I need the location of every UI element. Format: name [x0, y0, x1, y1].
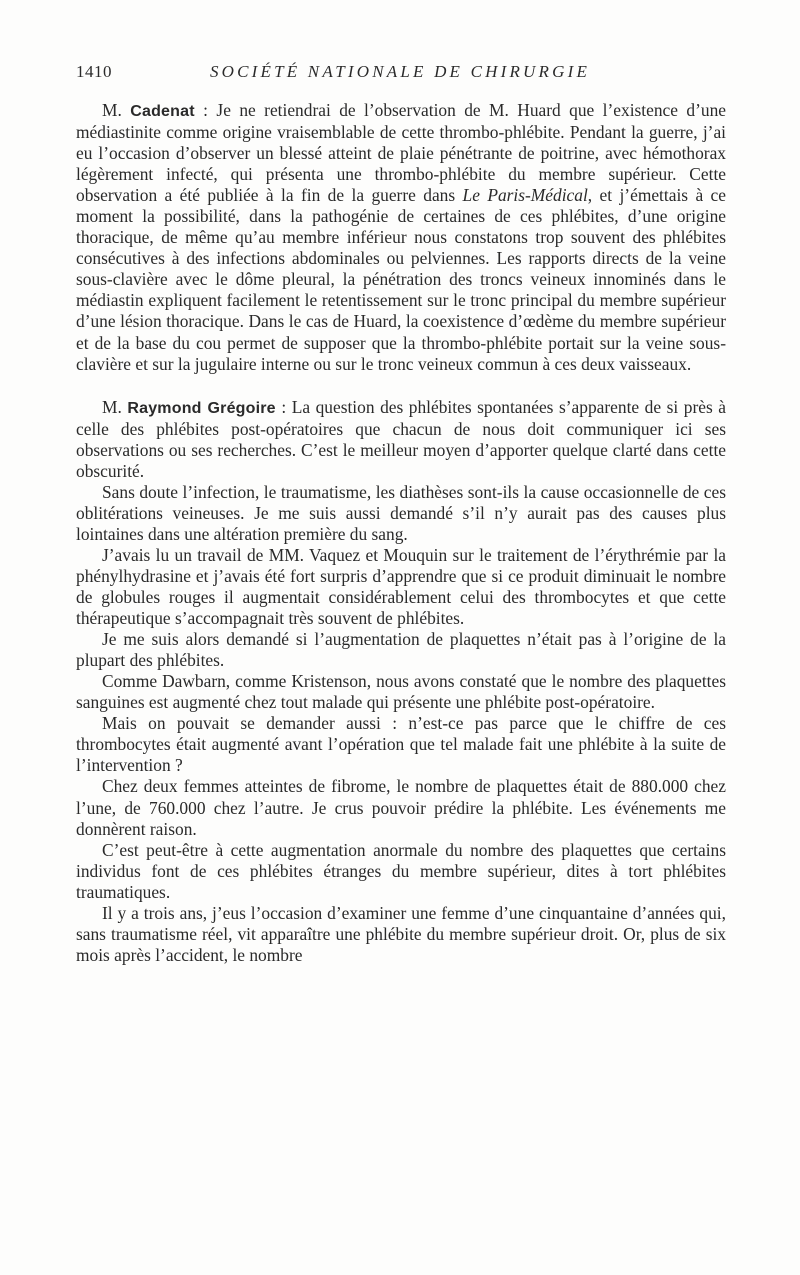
speaker-name: Raymond Grégoire [127, 399, 276, 417]
journal-title: Le Paris-Médical [462, 185, 588, 206]
paragraph-gregoire [76, 397, 726, 482]
paragraph: J’avais lu un travail de MM. Vaquez et Mouquin sur le traitement de l’érythrémie par la phénylhydrasine et j’avais été fort surpris d’apprendre que si ce produit diminuait le nombre de globules rouges il augmentait considérablement celui des thrombocytes et que cette thérapeutique s’accompagnait très souvent de phlébites. [76, 544, 726, 629]
paragraph: Il y a trois ans, j’eus l’occasion d’examiner une femme d’une cinquantaine d’années qui, sans traumatisme réel, vit apparaître une phlébite du membre supérieur droit. Or, plus de six mois après l’accident, le nombre [76, 902, 726, 965]
paragraph: Je me suis alors demandé si l’augmentation de plaquettes n’était pas à l’origine de la plupart des phlébites. [76, 629, 726, 671]
running-title: SOCIÉTÉ NATIONALE DE CHIRURGIE [209, 62, 591, 81]
paragraph-text: : La question des phlébites spontanées s’apparente de si près à celle des phlébites post-opératoires que chacun de nous doit communiquer ici ses observations ou ses recherches. C’est le meilleur moyen d’apporter quelque clarté dans cette obscurité. [76, 396, 726, 481]
speaker-prefix: M. [102, 100, 131, 120]
paragraph: Comme Dawbarn, comme Kristenson, nous avons constaté que le nombre des plaquettes sanguines est augmenté chez tout malade qui présente une phlébite post-opératoire. [76, 671, 726, 713]
speaker-name: Cadenat [130, 103, 195, 120]
paragraph: Mais on pouvait se demander aussi : n’est-ce pas parce que le chiffre de ces thrombocytes était augmenté avant l’opération que tel malade fait une phlébite à la suite de l’intervention ? [76, 713, 726, 776]
paragraph: Chez deux femmes atteintes de fibrome, le nombre de plaquettes était de 880.000 chez l’une, de 760.000 chez l’autre. Je crus pouvoir prédire la phlébite. Les événements me donnèrent raison. [76, 776, 726, 839]
page-number: 1410 [76, 62, 112, 81]
body-text [76, 100, 726, 966]
speaker-prefix: M. [102, 396, 128, 417]
paragraph-text: , et j’émettais à ce moment la possibilité, dans la pathogénie de certaines de ces phlébites, d’une origine thoracique, de même qu’au membre inférieur nous constatons trop souvent des phlébites consécutives à des infections abdominales ou pelviennes. Les rapports directs de la veine sous-clavière avec le dôme pleural, la pénétration des troncs veineux innominés dans le médiastin expliquent facilement le retentissement sur le tronc principal du membre supérieur d’une lésion thoracique. Dans le cas de Huard, la coexistence d’œdème du membre supérieur et de la base du cou permet de supposer que la thrombo-phlébite portait sur la veine sous-clavière et sur la jugulaire interne ou sur le tronc veineux commun à ces deux vaisseaux. [76, 185, 726, 374]
paragraph: C’est peut-être à cette augmentation anormale du nombre des plaquettes que certains individus font de ces phlébites étranges du membre supérieur, dites à tort phlébites traumatiques. [76, 839, 726, 902]
paragraph-text: : Je ne retiendrai de l’observation de M. Huard que l’existence d’une médiastinite comme origine vraisemblable de cette thrombo-phlébite. Pendant la guerre, j’ai eu l’occasion d’observer un blessé atteint de plaie pénétrante de poitrine, avec hémothorax légèrement infecté, qui présenta une thrombo-phlébite du membre supérieur. Cette observation a été publiée à la fin de la guerre dans [76, 100, 726, 206]
paragraph-cadenat [76, 100, 726, 375]
running-header [76, 62, 724, 86]
paragraph: Sans doute l’infection, le traumatisme, les diathèses sont-ils la cause occasionnelle de ces oblitérations veineuses. Je me suis aussi demandé s’il n’y aurait pas des causes plus lointaines dans une altération première du sang. [76, 481, 726, 544]
